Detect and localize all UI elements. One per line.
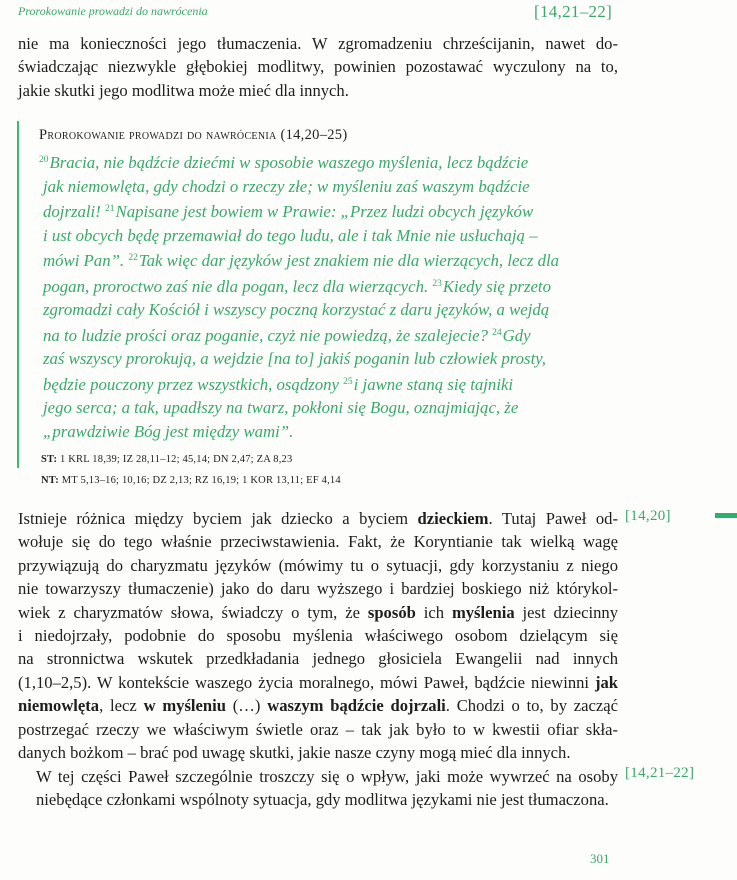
text-segment: (…) [225,696,268,716]
verse-number: 23 [432,278,442,289]
verse-text: Tak więc dar języków jest znakiem nie dla wierzących, lecz dla [138,251,560,270]
text-line: jakie skutki jego modlitwa może mieć dla innych. [18,80,349,100]
verse-text: Gdy [502,325,531,345]
text-line [18,647,618,670]
text-line [18,694,618,717]
scripture-title-text: Prorokowanie prowadzi do nawrócenia [39,127,277,143]
verse-line [39,420,599,444]
verse-text: jego serca; a tak, upadłszy na twarz, pokłoni się Bogu, oznajmiając, że [43,398,519,417]
verse-text: będzie pouczony przez wszystkich, osądzony [43,374,344,394]
text-segment: postrzegać rzeczy we właściwym świetle oraz – tak jak było to w kwestii ofiar skła- [18,719,618,739]
margin-reference: [14,20] [625,508,671,524]
verse-line [39,149,599,175]
scripture-title-ref: (14,20–25) [280,127,348,143]
verse-line [39,322,599,348]
page-number: 301 [590,851,610,866]
text-segment: wiek z charyzmatów słowa, świadczy o tym, że [18,602,368,622]
text-segment: . Tutaj Paweł od- [488,509,618,528]
text-line [18,554,618,577]
text-line [18,624,618,647]
text-line [18,530,618,553]
text-segment: , lecz [99,696,144,716]
text-segment: wołuje się do tego właśnie przeciwstawienia. Fakt, że Koryntianie tak wielką wagę [18,532,618,552]
verse-line [39,347,599,371]
text-line: W tej części Paweł szczególnie troszczy się o wpływ, jaki może wywrzeć na osoby [36,767,618,786]
verse-number: 25 [343,376,353,387]
intro-paragraph [18,32,618,102]
bold-phrase: jak [594,672,618,692]
nt-label: NT: [41,475,59,486]
text-line: nie ma konieczności jego tłumaczenia. W zgromadzeniu chrześcijanin, nawet do- [18,34,618,53]
text-segment: . Chodzi o to, by zacząć [445,696,618,716]
text-line: niebędące członkami wspólnoty sytuacja, gdy modlitwa językami nie jest tłumaczona. [36,790,609,810]
verse-text: i jawne staną się tajniki [353,374,514,394]
text-line [18,741,618,764]
text-segment: i niedojrzały, podobnie do sposobu myślenia właściwego osobom dzielącym się [18,626,618,646]
verse-text: jak niemowlęta, gdy chodzi o rzeczy złe; w myśleniu zaś waszym bądźcie [43,176,530,196]
verse-line [39,396,599,420]
text-line: świadczając niezwykle głębokiej modlitwy, powinien pozostawać wyczulony na to, [18,57,618,77]
text-segment: danych bożkom – brać pod uwagę skutki, jakie nasze czyny mogą mieć dla innych. [18,743,571,763]
last-paragraph [18,765,618,812]
verse-text: „prawdziwie Bóg jest między wami”. [43,421,294,441]
text-segment: jest dziecinny [514,602,619,622]
text-segment: na stronnictwa wskutek przedkładania jednego głosiciela Ewangelii nad innych [18,649,618,669]
verse-text: zaś wszyscy prorokują, a wejdzie [na to] jakiś poganin lub człowiek prosty, [43,349,546,368]
verse-text: mówi Pan”. [43,251,129,270]
main-paragraph [18,507,618,764]
text-segment: nie towarzyszy tłumaczenie) jako do daru wyższego i bardziej boskiego niż którykol- [18,579,618,599]
verse-line [39,224,599,248]
verse-line [39,273,599,299]
scripture-box-title [39,127,348,144]
bold-phrase: dzieckiem [417,509,489,528]
verse-line [39,298,599,322]
text-segment: ich [415,602,452,622]
text-line [18,601,618,624]
running-head-reference: [14,21–22] [534,2,613,21]
verse-text: i ust obcych będę przemawiał do tego ludu, ale i tak Mnie nie usłuchają – [43,225,538,245]
nt-refs-text: MT 5,13–16; 10,16; DZ 2,13; RZ 16,19; 1 KOR 13,11; EF 4,14 [58,475,341,486]
text-line [18,671,618,694]
st-label: ST: [41,454,58,465]
verse-line [39,371,599,397]
running-head-title: Prorokowanie prowadzi do nawrócenia [18,4,208,18]
verse-text: pogan, proroctwo zaś nie dla pogan, lecz dla wierzących. [43,276,433,296]
old-testament-refs [41,454,292,465]
text-line [18,718,618,741]
verse-line [39,247,599,273]
scripture-verses [39,149,599,443]
bold-phrase: waszym bądźcie dojrzali [267,696,446,716]
verse-number: 24 [492,327,502,338]
verse-text: zgromadzi cały Kościół i wszyscy poczną korzystać z daru języków, a wejdą [43,300,550,319]
margin-marker [715,513,737,518]
bold-phrase: w myśleniu [143,696,226,716]
text-segment: przywiązują do charyzmatu języków (mówimy tu o sytuacji, gdy korzystaniu z niego [18,555,618,575]
verse-text: Bracia, nie bądźcie dziećmi w sposobie waszego myślenia, lecz bądźcie [49,153,529,172]
st-refs-text: 1 KRL 18,39; IZ 28,11–12; 45,14; DN 2,47; ZA 8,23 [57,454,293,465]
bold-phrase: myślenia [451,602,515,622]
verse-line [39,175,599,199]
verse-text: na to ludzie prości oraz poganie, czyż nie powiedzą, że szalejecie? [43,325,493,345]
bold-phrase: sposób [367,602,416,622]
text-line [18,507,618,530]
verse-number: 22 [128,253,138,263]
text-segment: Istnieje różnica między byciem jak dziecko a byciem [18,509,418,528]
margin-reference: [14,21–22] [625,765,695,781]
text-line [18,577,618,600]
verse-text: dojrzali! [43,202,106,221]
text-segment: (1,10–2,5). W kontekście waszego życia moralnego, mówi Paweł, bądźcie niewinni [18,672,595,692]
verse-text: Kiedy się przeto [442,276,551,296]
verse-text: Napisane jest bowiem w Prawie: „Przez ludzi obcych języków [115,202,534,221]
verse-line [39,198,599,224]
verse-number: 20 [39,155,49,165]
scripture-box [17,121,599,486]
new-testament-refs [41,475,341,486]
bold-phrase: niemowlęta [18,696,100,716]
verse-number: 21 [105,204,115,214]
